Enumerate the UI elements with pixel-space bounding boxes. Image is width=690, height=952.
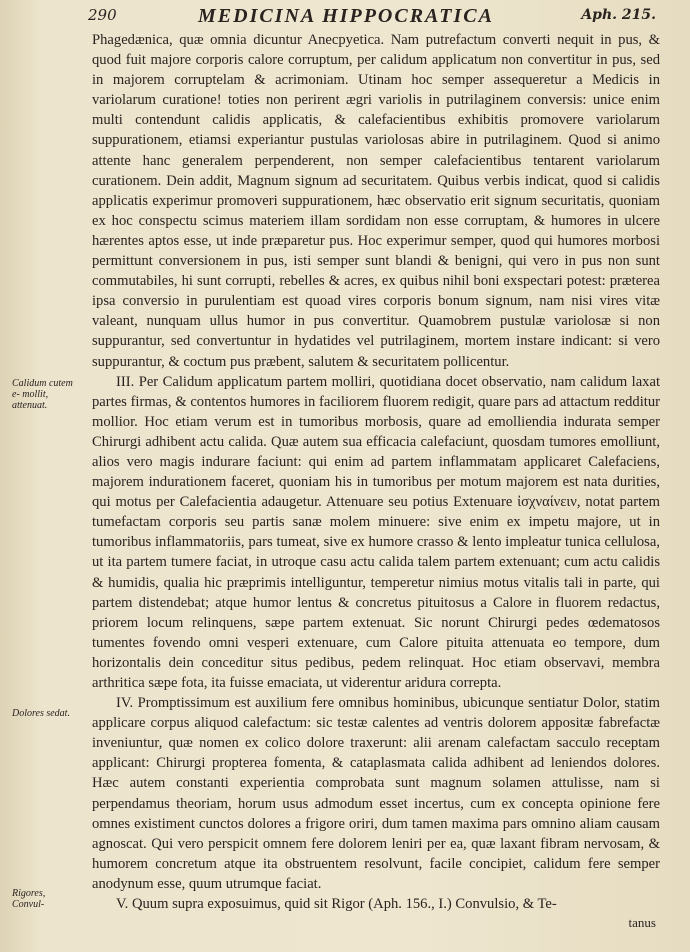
paragraph-v: V. Quum supra exposuimus, quid sit Rigor (Aph. 156., I.) Convulsio, & Te- bbox=[116, 896, 557, 913]
paragraph-iv: IV. Promptissimum est auxilium fere omnibus hominibus, ubicunque sentiatur Dolor, statim applicare corpus aliquod calefactum: sic testæ calentes ad ventris dolorem appositæ fabrefactæ inveniuntur, quæ nomen ex colico dolore traxerunt: alii arenam calefactam sacculo receptam applicant: Chirurgi propterea fomenta, & cataplasmata calida adhibent ad leniendos dolores. Hæc autem constanti experientia comprobata sunt magnum solamen attulisse, nam si perpendamus theoriam, horum usus admodum esset incertus, cum ex concepta opinione fere omnes existiment cunctos dolores a frigore oriri, dum tamen maxima pars omnino aliam causam agnoscat. Qui vero perspicit omnem fere dolorem leniri per ea, quæ laxant fibram nervosam, & humorem concretum atque ita obstruentem resolvunt, facile concipiet, calidum fere semper anodynum esse, quum utrumque faciat. bbox=[92, 695, 660, 892]
running-title: MEDICINA HIPPOCRATICA bbox=[198, 5, 494, 27]
margin-note-calidum: Calidum cutem e- mollit, attenuat. bbox=[12, 378, 73, 411]
page-number: 290 bbox=[88, 6, 117, 24]
margin-note-rigores: Rigores, Convul- bbox=[12, 888, 46, 910]
paragraph-iii: III. Per Calidum applicatum partem molliri, quotidiana docet observatio, nam calidum laxat partes firmas, & contentos humores in faciliorem fluorem redigit, quare pars ad attactum redditur mollior. Hoc etiam verum est in tumoribus morbosis, quare ad emolliendia indurata semper Chirurgi adhibent actu calida. Quæ autem sua efficacia calefaciunt, quosdam tumores emolliunt, alios vero magis indurare faciunt: qui enim ad partem inflammatam applicaret Calefaciens, majorem indurationem faceret, quoniam his in tumoribus per motum majorem est nata durities, qui motus per Calefacientia adaugetur. Attenuare seu potius Extenuare ἰσχναίνειν, notat partem tumefactam corporis seu partis sanæ molem minuere: sive enim ex impetu majore, ut in tumoribus inflammatoriis, pars tumeat, sive ex humore crasso & lento impleatur tunica cellulosa, ut ita partem tumere faciat, in utroque casu actu calida talem partem extenuant; cum actu calidis & humidis, qualia hic præprimis intelliguntur, temperetur nimius motus vitalis tali in parte, qui partem distendebat; atque humor lentus & concretus pituitosus a Calore in fluorem redactus, priorem locum relinquens, sæpe partem extenuat. Sic norunt Chirurgi pedes œdematosos tumentes fovendo omni vesperi extenuare, cum Calore pituita attenuata eo tempore, dum horizontalis dein conceditur situs pedibus, pedem relinquat. Hoc etiam observavi, membra arthritica sæpe fota, ita fuisse emaciata, ut viderentur aridura correpta. bbox=[92, 373, 660, 691]
aphorism-reference: Aph. 215. bbox=[581, 7, 656, 23]
catchword: tanus bbox=[628, 915, 656, 930]
paragraph-continuation: Phagedænica, quæ omnia dicuntur Anecpyetica. Nam putrefactum converti nequit in pus, & quod fuit majore corporis calore corruptum, per calidum applicatum non convertitur in pus, sed in majorem corruptelam & acrimoniam. Utinam hoc semper assequeretur a Medicis in variolarum curatione! toties non perirent ægri variolis in putrilaginem conversis: unice enim multi contendunt calidis applicatis, & calefacientibus exhibitis promovere variolarum suppurationem, etiamsi experiantur pustulas variolosas abire in putrilaginem. Quod si animo attente hanc generalem perpenderent, non semper calefacientibus tentarent variolarum curationem. Dein addit, Magnum signum ad securitatem. Quibus verbis indicat, quod si calidis applicatis experimur promoveri suppurationem, hæc observatio erit signum securitatis, quoniam ex hoc conspectu scimus materiem illam sordidam non esse corruptam, & humores in ulcere hærentes aptos esse, ut inde præparetur pus. Hoc experimur semper, quod qui humores morbosi permittunt conversionem in pus, isti semper sunt blandi & benigni, qui vero in pus non sunt commutabiles, hi sunt corrupti, rebelles & acres, ex quibus nihil boni exspectari potest: præterea ipsa conversio in purulentiam est quoad vires corporis bonum signum, nam nisi vires vitæ valeant, nunquam ullus humor in pus convertitur. Quamobrem pustulæ variolosæ si non suppurantur, sed convertuntur in hydatides vel putrilaginem, mortem instare indicant: si vero suppurantur, & coctum pus præbent, salutem & securitatem pollicentur. bbox=[92, 32, 660, 370]
body-text bbox=[92, 30, 660, 914]
margin-note-dolores: Dolores sedat. bbox=[12, 708, 70, 719]
running-header bbox=[88, 6, 656, 32]
